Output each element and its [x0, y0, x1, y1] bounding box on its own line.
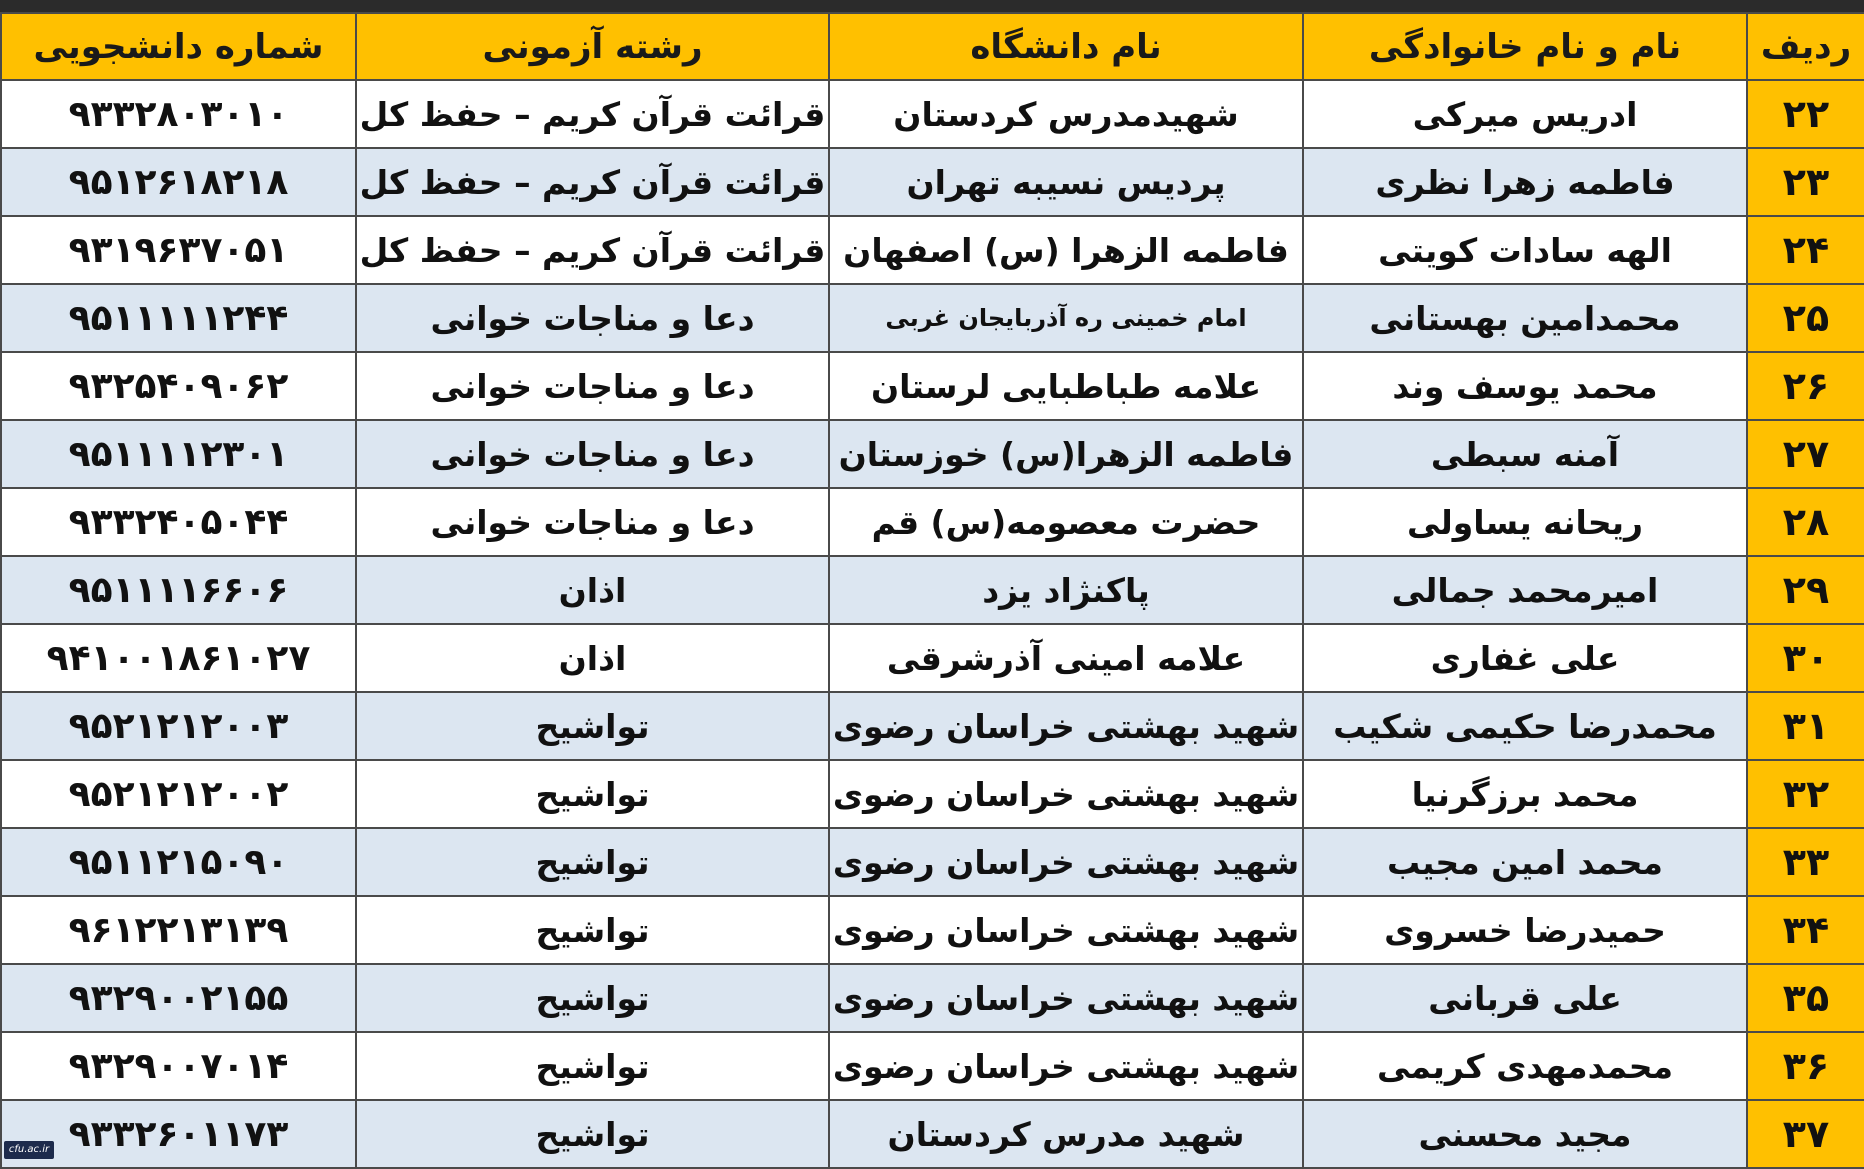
cell-name: محمد برزگرنیا: [1303, 760, 1747, 828]
cell-name: علی قربانی: [1303, 964, 1747, 1032]
cell-major: تواشیح: [356, 1100, 829, 1168]
cell-major: دعا و مناجات خوانی: [356, 420, 829, 488]
cell-name: علی غفاری: [1303, 624, 1747, 692]
cell-major: اذان: [356, 624, 829, 692]
cell-name: ادریس میرکی: [1303, 80, 1747, 148]
cell-radif: ۳۵: [1747, 964, 1864, 1032]
cell-name: محمدرضا حکیمی شکیب: [1303, 692, 1747, 760]
cell-radif: ۲۴: [1747, 216, 1864, 284]
cell-student-id: ۹۳۲۹۰۰۲۱۵۵: [1, 964, 356, 1032]
cell-student-id: ۹۳۳۲۴۰۵۰۴۴: [1, 488, 356, 556]
table-row: [1, 1032, 1864, 1100]
header-student-id: شماره دانشجویی: [1, 13, 356, 80]
cell-radif: ۲۸: [1747, 488, 1864, 556]
cell-major: تواشیح: [356, 1032, 829, 1100]
cell-university: فاطمه الزهرا (س) اصفهان: [829, 216, 1303, 284]
cell-major: تواشیح: [356, 896, 829, 964]
header-name: نام و نام خانوادگی: [1303, 13, 1747, 80]
cell-major: دعا و مناجات خوانی: [356, 488, 829, 556]
cell-student-id: ۹۳۱۹۶۳۷۰۵۱: [1, 216, 356, 284]
table-row: [1, 148, 1864, 216]
cell-student-id: ۹۵۱۱۱۱۱۲۴۴: [1, 284, 356, 352]
table-body: [1, 80, 1864, 1168]
cell-radif: ۳۰: [1747, 624, 1864, 692]
cell-name: محمدمهدی کریمی: [1303, 1032, 1747, 1100]
cell-name: محمدامین بهستانی: [1303, 284, 1747, 352]
cell-student-id: ۹۵۱۱۲۱۵۰۹۰: [1, 828, 356, 896]
table-row: [1, 964, 1864, 1032]
cell-university: شهید بهشتی خراسان رضوی: [829, 692, 1303, 760]
cell-student-id: ۹۳۳۲۶۰۱۱۷۳: [1, 1100, 356, 1168]
cell-major: تواشیح: [356, 964, 829, 1032]
cell-university: امام خمینی ره آذربایجان غربی: [829, 284, 1303, 352]
table-row: [1, 420, 1864, 488]
cell-university: پاکنژاد یزد: [829, 556, 1303, 624]
header-radif: ردیف: [1747, 13, 1864, 80]
cell-name: ریحانه یساولی: [1303, 488, 1747, 556]
header-university: نام دانشگاه: [829, 13, 1303, 80]
cell-student-id: ۹۵۱۲۶۱۸۲۱۸: [1, 148, 356, 216]
table-row: [1, 488, 1864, 556]
cell-university: شهید بهشتی خراسان رضوی: [829, 896, 1303, 964]
cell-student-id: ۹۶۱۲۲۱۳۱۳۹: [1, 896, 356, 964]
table-header-row: [1, 13, 1864, 80]
cell-name: محمد یوسف وند: [1303, 352, 1747, 420]
cell-name: امیرمحمد جمالی: [1303, 556, 1747, 624]
cell-major: تواشیح: [356, 760, 829, 828]
cell-radif: ۲۷: [1747, 420, 1864, 488]
cell-major: دعا و مناجات خوانی: [356, 284, 829, 352]
table-row: [1, 1100, 1864, 1168]
site-logo-watermark: cfu.ac.ir: [4, 1141, 54, 1159]
cell-university: شهید بهشتی خراسان رضوی: [829, 964, 1303, 1032]
table-row: [1, 284, 1864, 352]
cell-name: فاطمه زهرا نظری: [1303, 148, 1747, 216]
cell-student-id: ۹۵۲۱۲۱۲۰۰۳: [1, 692, 356, 760]
table-row: [1, 896, 1864, 964]
cell-university: فاطمه الزهرا(س) خوزستان: [829, 420, 1303, 488]
cell-major: دعا و مناجات خوانی: [356, 352, 829, 420]
table-row: [1, 216, 1864, 284]
cell-student-id: ۹۳۲۵۴۰۹۰۶۲: [1, 352, 356, 420]
cell-radif: ۲۶: [1747, 352, 1864, 420]
cell-major: قرائت قرآن کریم – حفظ کل: [356, 80, 829, 148]
cell-university: پردیس نسیبه تهران: [829, 148, 1303, 216]
cell-major: تواشیح: [356, 692, 829, 760]
table-row: [1, 828, 1864, 896]
table-row: [1, 80, 1864, 148]
cell-university: شهید مدرس کردستان: [829, 1100, 1303, 1168]
cell-student-id: ۹۵۱۱۱۱۶۶۰۶: [1, 556, 356, 624]
cell-radif: ۲۲: [1747, 80, 1864, 148]
cell-major: قرائت قرآن کریم – حفظ کل: [356, 216, 829, 284]
cell-student-id: ۹۳۲۹۰۰۷۰۱۴: [1, 1032, 356, 1100]
table-row: [1, 692, 1864, 760]
table-row: [1, 352, 1864, 420]
cell-university: علامه طباطبایی لرستان: [829, 352, 1303, 420]
cell-university: شهید بهشتی خراسان رضوی: [829, 1032, 1303, 1100]
header-major: رشته آزمونی: [356, 13, 829, 80]
cell-major: قرائت قرآن کریم – حفظ کل: [356, 148, 829, 216]
cell-radif: ۳۳: [1747, 828, 1864, 896]
cell-student-id: ۹۳۳۲۸۰۳۰۱۰: [1, 80, 356, 148]
cell-student-id: ۹۴۱۰۰۱۸۶۱۰۲۷: [1, 624, 356, 692]
table-row: [1, 624, 1864, 692]
cell-radif: ۲۹: [1747, 556, 1864, 624]
cell-name: مجید محسنی: [1303, 1100, 1747, 1168]
cell-radif: ۳۶: [1747, 1032, 1864, 1100]
cell-radif: ۳۷: [1747, 1100, 1864, 1168]
cell-radif: ۳۲: [1747, 760, 1864, 828]
cell-university: حضرت معصومه(س) قم: [829, 488, 1303, 556]
cell-university: شهید بهشتی خراسان رضوی: [829, 760, 1303, 828]
cell-university: شهیدمدرس کردستان: [829, 80, 1303, 148]
cell-major: اذان: [356, 556, 829, 624]
cell-name: آمنه سبطی: [1303, 420, 1747, 488]
cell-university: شهید بهشتی خراسان رضوی: [829, 828, 1303, 896]
cell-name: حمیدرضا خسروی: [1303, 896, 1747, 964]
table-row: [1, 556, 1864, 624]
cell-radif: ۲۳: [1747, 148, 1864, 216]
cell-major: تواشیح: [356, 828, 829, 896]
cell-university: علامه امینی آذرشرقی: [829, 624, 1303, 692]
cell-name: الهه سادات کویتی: [1303, 216, 1747, 284]
results-table: [0, 12, 1864, 1169]
cell-name: محمد امین مجیب: [1303, 828, 1747, 896]
cell-student-id: ۹۵۱۱۱۱۲۳۰۱: [1, 420, 356, 488]
cell-radif: ۳۱: [1747, 692, 1864, 760]
cell-student-id: ۹۵۲۱۲۱۲۰۰۲: [1, 760, 356, 828]
table-row: [1, 760, 1864, 828]
cell-radif: ۳۴: [1747, 896, 1864, 964]
cell-radif: ۲۵: [1747, 284, 1864, 352]
